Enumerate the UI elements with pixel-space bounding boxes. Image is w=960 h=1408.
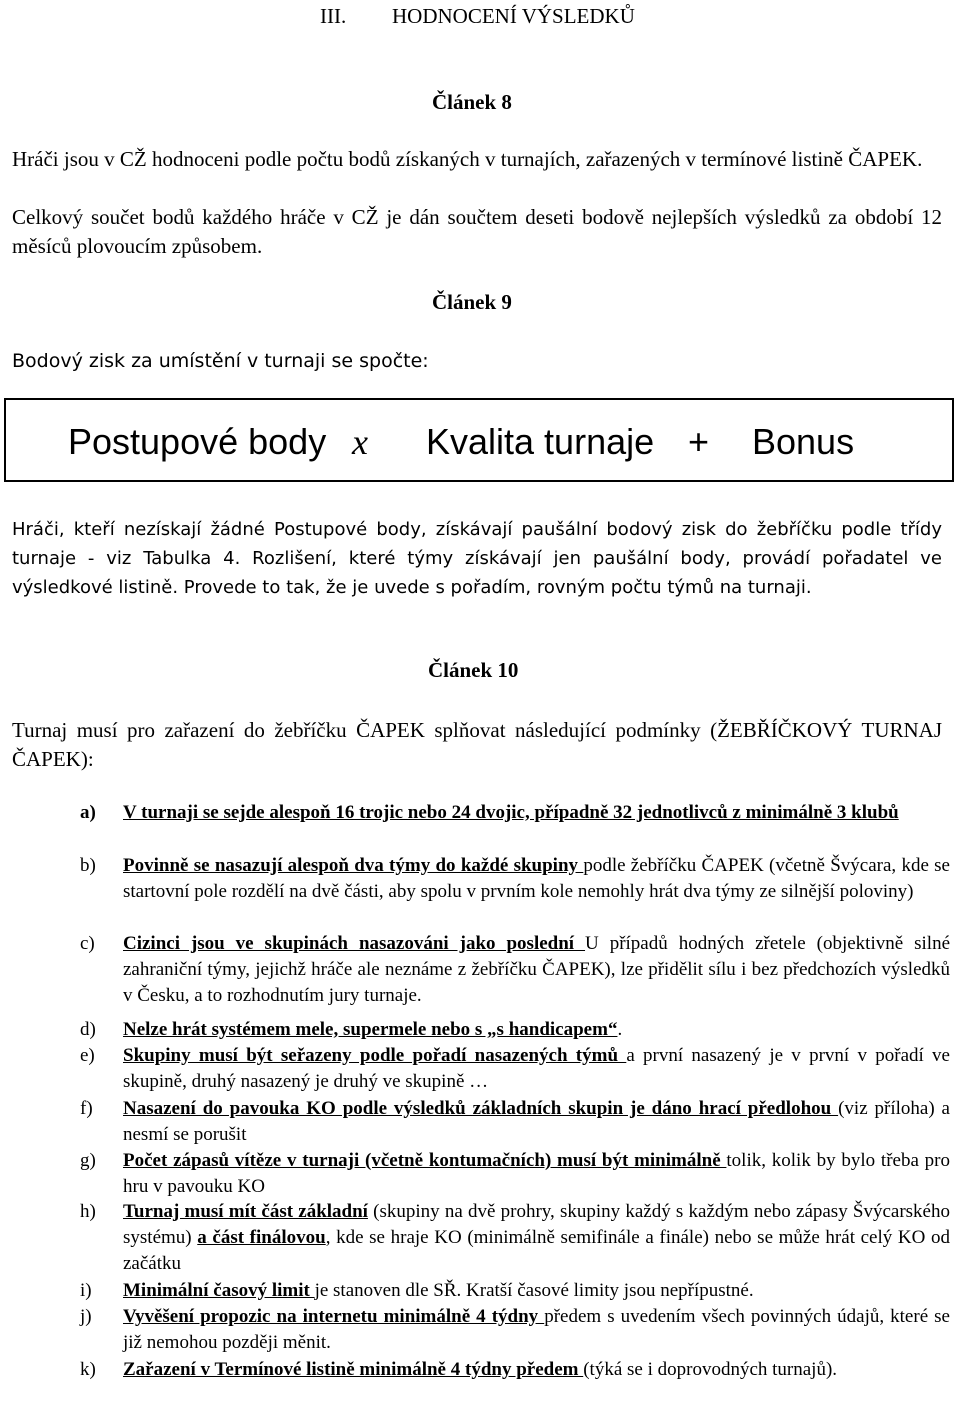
condition-text: [123, 1043, 950, 1095]
condition-text: [123, 1278, 950, 1304]
condition-rest: (viz příloha) a nesmí se porušit: [123, 1098, 950, 1145]
section-number: III.: [320, 4, 347, 28]
condition-text: [123, 853, 950, 905]
condition-text: [123, 1148, 950, 1200]
condition-emphasis: Povinně se nasazují alespoň dva týmy do každé skupiny: [123, 855, 584, 876]
article-8-paragraph-2: Celkový součet bodů každého hráče v CŽ je dán součtem deseti bodově nejlepších výsledků za období 12 měsíců plovoucím způsobem.: [12, 205, 942, 258]
condition-item: [80, 1199, 950, 1277]
condition-emphasis: V turnaji se sejde alespoň 16 trojic nebo 24 dvojic, případně 32 jednotlivců z minimálně 3 klubů: [123, 802, 899, 823]
condition-label: b): [80, 855, 96, 876]
condition-emphasis: Zařazení v Termínové listině minimálně 4 týdny předem: [123, 1359, 584, 1380]
condition-emphasis: Vyvěšení propozic na internetu minimálně 4 týdny: [123, 1306, 545, 1327]
condition-emphasis: Minimální časový limit: [123, 1280, 315, 1301]
condition-emphasis: Nelze hrát systémem mele, supermele nebo s „s handicapem“: [123, 1019, 618, 1040]
condition-text: [123, 931, 950, 1009]
section-header: [320, 4, 635, 29]
condition-rest: tolik, kolik by bylo třeba pro hru v pavouku KO: [123, 1150, 950, 1197]
condition-emphasis-2: a část finálovou: [197, 1227, 326, 1248]
condition-item: [80, 1357, 950, 1383]
formula-plus-sign: +: [688, 421, 710, 462]
condition-label: e): [80, 1045, 95, 1066]
article-10-heading: Článek 10: [428, 658, 519, 682]
condition-item: [80, 1017, 950, 1043]
points-formula-box: [4, 398, 954, 482]
article-8-paragraph-1: Hráči jsou v CŽ hodnoceni podle počtu bodů získaných v turnajích, zařazených v termínové listině ČAPEK.: [12, 147, 923, 171]
condition-label: c): [80, 933, 95, 954]
condition-emphasis: Turnaj musí mít část základní: [123, 1201, 368, 1222]
condition-item: [80, 931, 950, 1009]
condition-item: [80, 853, 950, 905]
condition-item: [80, 800, 950, 826]
condition-rest: je stanoven dle SŘ. Kratší časové limity jsou nepřípustné.: [314, 1280, 754, 1301]
article-9-heading: Článek 9: [432, 290, 512, 314]
formula-term-kvalita-turnaje: Kvalita turnaje: [426, 421, 655, 462]
condition-text: [123, 1357, 950, 1383]
condition-rest: a první nasazený je v první v pořadí ve skupině, druhý nasazený je druhý ve skupině …: [123, 1045, 950, 1092]
condition-label: k): [80, 1359, 96, 1380]
condition-rest: U případů hodných zřetele (objektivně silné zahraniční týmy, jejichž hráče ale neznáme z žebříčku ČAPEK), lze přidělit sílu i bez předchozích výsledků v Česku, a to rozhodnutím jury turnaje.: [123, 933, 951, 1006]
condition-rest: (týká se i doprovodných turnajů).: [583, 1359, 838, 1380]
condition-label: j): [80, 1306, 92, 1327]
condition-rest-2: , kde se hraje KO (minimálně semifinále a finále) nebo se může hrát celý KO od začátku: [123, 1227, 950, 1274]
condition-label: a): [80, 802, 96, 823]
article-9-intro: Bodový zisk za umístění v turnaji se spočte:: [12, 350, 429, 372]
condition-text: [123, 1017, 950, 1043]
condition-rest: (skupiny na dvě prohry, skupiny každý s každým nebo zápasy Švýcarského systému): [123, 1201, 950, 1248]
formula-multiply-sign: x: [352, 422, 368, 462]
formula-term-bonus: Bonus: [752, 421, 855, 462]
condition-label: g): [80, 1150, 96, 1171]
condition-emphasis: Počet zápasů vítěze v turnaji (včetně kontumačních) musí být minimálně: [123, 1150, 727, 1171]
condition-emphasis: Cizinci jsou ve skupinách nasazováni jako poslední: [123, 933, 586, 954]
condition-item: [80, 1043, 950, 1095]
condition-label: f): [80, 1098, 93, 1119]
condition-text: [123, 1096, 950, 1148]
condition-item: [80, 1278, 950, 1304]
condition-text: [123, 800, 950, 826]
article-8-heading: Článek 8: [432, 90, 512, 114]
condition-item: [80, 1304, 950, 1356]
condition-rest: podle žebříčku ČAPEK (včetně Švýcara, kde se startovní pole rozdělí na dvě části, aby spolu v prvním kole nemohly hrát dva týmy ze silnější poloviny): [123, 855, 950, 902]
condition-text: [123, 1199, 950, 1277]
article-10-intro: Turnaj musí pro zařazení do žebříčku ČAPEK splňovat následující podmínky (ŽEBŘÍČKOVÝ TURNAJ ČAPEK):: [12, 718, 942, 771]
section-title: HODNOCENÍ VÝSLEDKŮ: [392, 4, 635, 28]
condition-label: d): [80, 1019, 96, 1040]
condition-rest: .: [617, 1019, 623, 1040]
article-9-note: Hráči, kteří nezískají žádné Postupové body, získávají paušální bodový zisk do žebříčku podle třídy turnaje - viz Tabulka 4. Rozlišení, které týmy získávají jen paušální body, provádí pořadatel ve výsledkové listině. Provede to tak, že je uvede s pořadím, rovným počtu týmů na turnaji.: [12, 519, 942, 598]
condition-item: [80, 1096, 950, 1148]
condition-label: h): [80, 1201, 96, 1222]
condition-emphasis: Skupiny musí být seřazeny podle pořadí nasazených týmů: [123, 1045, 627, 1066]
condition-item: [80, 1148, 950, 1200]
condition-label: i): [80, 1280, 92, 1301]
condition-text: [123, 1304, 950, 1356]
condition-rest: předem s uvedením všech povinných údajů, které se již nemohou později měnit.: [123, 1306, 950, 1353]
condition-emphasis: Nasazení do pavouka KO podle výsledků základních skupin je dáno hrací předlohou: [123, 1098, 839, 1119]
formula-term-postupove-body: Postupové body: [68, 421, 327, 462]
